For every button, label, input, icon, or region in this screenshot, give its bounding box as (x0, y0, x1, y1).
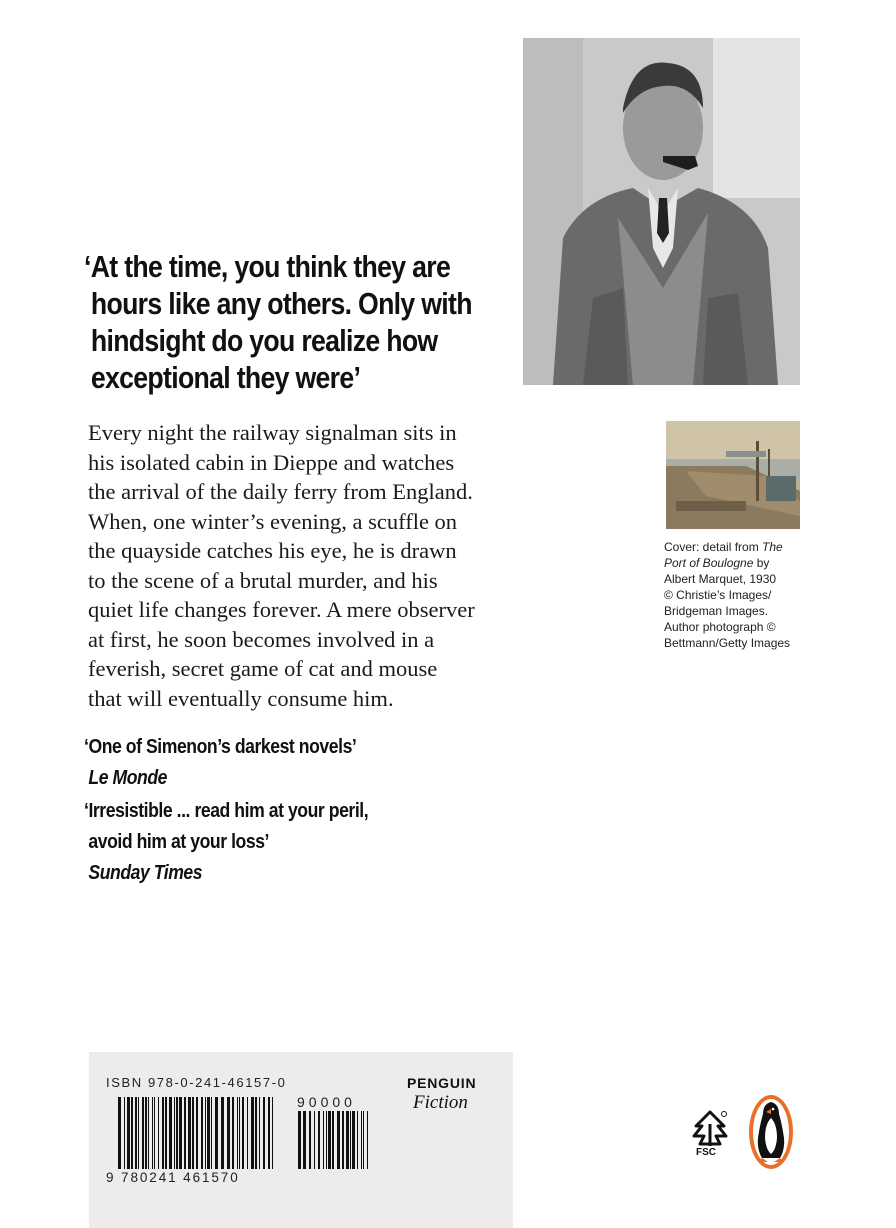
barcode-bar (259, 1097, 260, 1169)
barcode-bar (303, 1111, 306, 1169)
barcode-bar (357, 1111, 358, 1169)
barcode-bar (162, 1097, 164, 1169)
barcode-bar (232, 1097, 234, 1169)
barcode-bar (326, 1111, 327, 1169)
barcode-bar (227, 1097, 230, 1169)
barcode-number: 9 780241 461570 (106, 1170, 240, 1185)
barcode-bar (237, 1097, 238, 1169)
barcode-bar (135, 1097, 137, 1169)
barcode-bar (255, 1097, 257, 1169)
review-sunday-times (84, 796, 506, 889)
barcode-bar (239, 1097, 240, 1169)
barcode-bar (179, 1097, 182, 1169)
blurb-line: When, one winter’s evening, a scuffle on (88, 508, 458, 534)
blurb-line: at first, he soon becomes involved in a (88, 626, 435, 652)
barcode-bar (298, 1111, 301, 1169)
blurb-line: his isolated cabin in Dieppe and watches (88, 449, 455, 475)
barcode-bar (174, 1097, 175, 1169)
credit-text: Cover: detail from (664, 540, 763, 554)
barcode-bar (268, 1097, 270, 1169)
fsc-label: FSC (696, 1147, 716, 1158)
barcode-bar (152, 1097, 153, 1169)
cover-credits (664, 539, 814, 651)
blurb-line: quiet life changes forever. A mere observer (88, 597, 475, 622)
review-source: Sunday Times (88, 862, 203, 884)
cover-painting (666, 421, 800, 529)
barcode-bar (142, 1097, 144, 1169)
barcode-bar (242, 1097, 244, 1169)
barcode-bar (188, 1097, 191, 1169)
barcode-bar (205, 1097, 206, 1169)
barcode-bar (263, 1097, 265, 1169)
credit-text: Author photograph © (664, 620, 776, 634)
barcode-bar (221, 1097, 224, 1169)
blurb-line: to the scene of a brutal murder, and his (88, 567, 438, 593)
barcode-bar (124, 1097, 125, 1169)
barcode-bar (158, 1097, 159, 1169)
barcode-bar (318, 1111, 320, 1169)
barcode-bar (251, 1097, 254, 1169)
credit-title: Port of Boulogne (664, 556, 754, 570)
barcode-bar (118, 1097, 121, 1169)
barcode-bar (247, 1097, 248, 1169)
pull-quote (84, 248, 505, 396)
pull-quote-line: ‘At the time, you think they are (84, 249, 451, 284)
barcode-bar (176, 1097, 178, 1169)
barcode-bar (201, 1097, 203, 1169)
pull-quote-line: hindsight do you realize how (90, 323, 438, 358)
barcode-bar (138, 1097, 139, 1169)
author-photo (523, 38, 800, 385)
credit-title: The (762, 540, 783, 554)
barcode-bar (148, 1097, 149, 1169)
barcode-bar (165, 1097, 167, 1169)
publisher-name: PENGUIN (407, 1075, 477, 1091)
barcode-bar (192, 1097, 194, 1169)
barcode-bar (363, 1111, 364, 1169)
barcode-bar (361, 1111, 362, 1169)
barcode-bar (215, 1097, 218, 1169)
barcode-bar (332, 1111, 334, 1169)
credit-text: Bettmann/Getty Images (664, 636, 791, 650)
credit-text: Albert Marquet, 1930 (664, 572, 777, 586)
review-source: Le Monde (88, 767, 168, 789)
review-quote: ‘Irresistible ... read him at your peril, (84, 800, 369, 822)
credit-text: © Christie’s Images/ (664, 588, 772, 602)
blurb-line: feverish, secret game of cat and mouse (88, 656, 438, 681)
barcode (118, 1097, 276, 1169)
blurb-line: the quayside catches his eye, he is drawn (88, 538, 457, 563)
publisher-genre: Fiction (413, 1092, 468, 1113)
blurb-line: that will eventually consume him. (88, 685, 394, 711)
barcode-bar (323, 1111, 324, 1169)
price-code: 90000 (297, 1094, 356, 1110)
barcode-bar (272, 1097, 273, 1169)
penguin-logo-icon (748, 1094, 794, 1170)
barcode-bar (352, 1111, 355, 1169)
barcode-bar (211, 1097, 212, 1169)
barcode-addon (298, 1111, 370, 1169)
barcode-bar (367, 1111, 368, 1169)
barcode-bar (127, 1097, 130, 1169)
isbn-label: ISBN 978-0-241-46157-0 (106, 1075, 287, 1090)
barcode-bar (145, 1097, 147, 1169)
review-quote: ‘One of Simenon’s darkest novels’ (84, 736, 357, 758)
barcode-bar (207, 1097, 210, 1169)
barcode-bar (169, 1097, 172, 1169)
credit-text: Bridgeman Images. (664, 604, 769, 618)
credit-text: by (753, 556, 770, 570)
blurb-line: the arrival of the daily ferry from England. (88, 479, 473, 504)
barcode-bar (328, 1111, 331, 1169)
fsc-tree-icon (690, 1110, 730, 1150)
barcode-bar (184, 1097, 186, 1169)
barcode-bar (350, 1111, 351, 1169)
review-le-monde (84, 732, 506, 794)
barcode-bar (346, 1111, 349, 1169)
blurb (88, 418, 508, 713)
barcode-bar (342, 1111, 344, 1169)
pull-quote-line: hours like any others. Only with (90, 286, 472, 321)
barcode-bar (196, 1097, 198, 1169)
blurb-line: Every night the railway signalman sits in (88, 420, 457, 445)
barcode-bar (309, 1111, 311, 1169)
barcode-bar (131, 1097, 133, 1169)
pull-quote-line: exceptional they were’ (90, 360, 361, 395)
review-quote: avoid him at your loss’ (88, 831, 269, 853)
barcode-bar (154, 1097, 155, 1169)
barcode-bar (314, 1111, 315, 1169)
barcode-bar (337, 1111, 340, 1169)
